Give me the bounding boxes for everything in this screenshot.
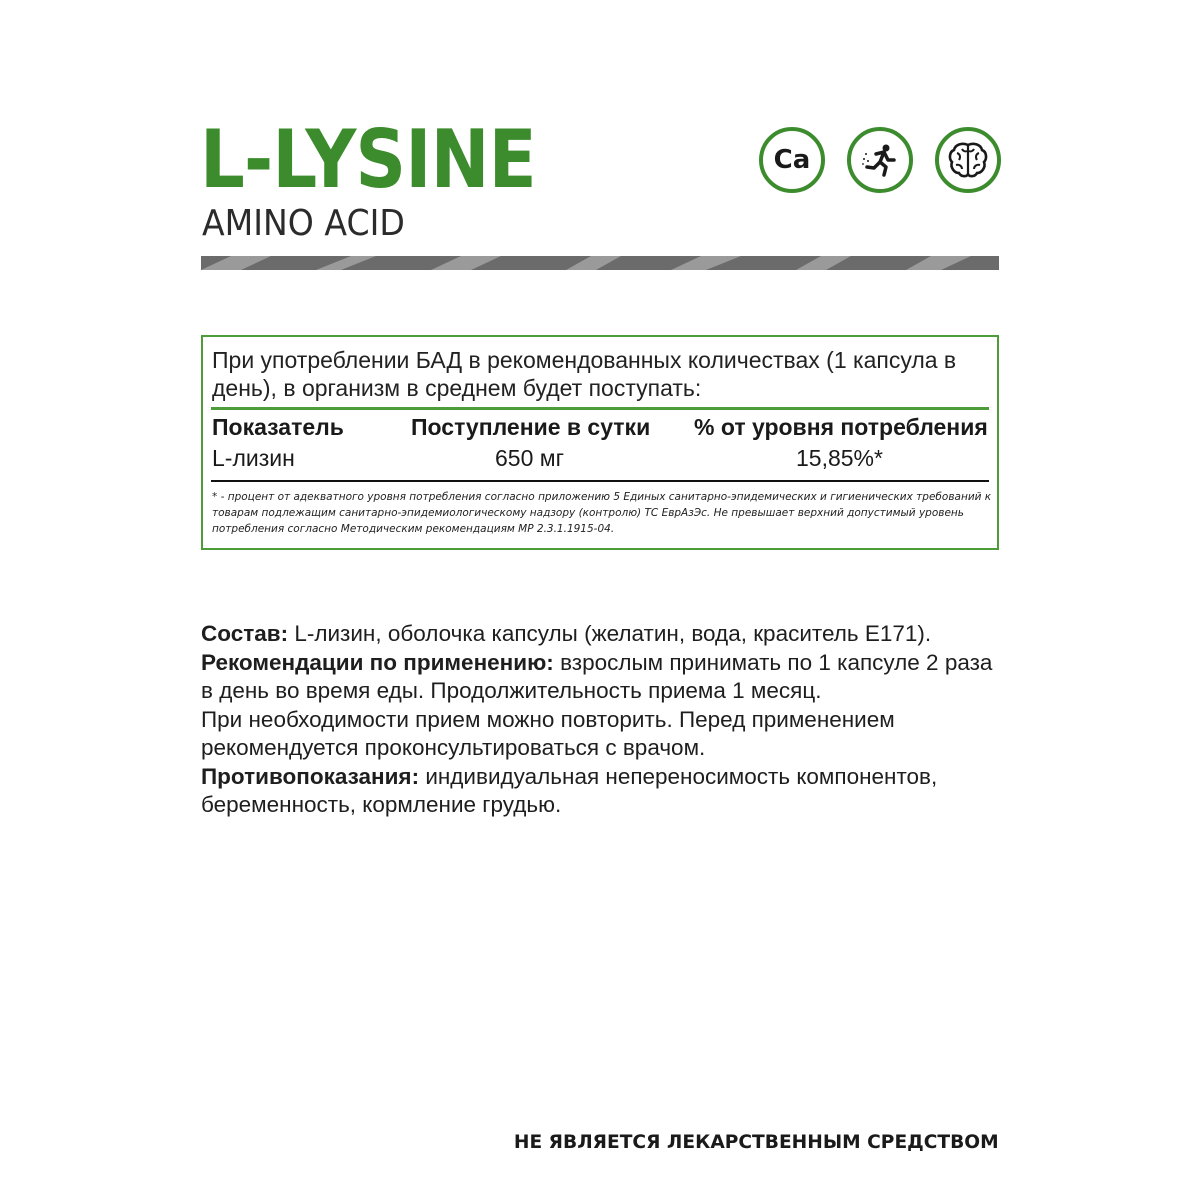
feature-icons bbox=[759, 127, 1001, 193]
panel-intro: При употреблении БАД в рекомендованных количествах (1 капсула в день), в организм в среднем будет поступать: bbox=[212, 347, 957, 401]
table-bottom-rule bbox=[211, 480, 989, 482]
running-man-icon bbox=[847, 127, 913, 193]
decorative-stripe bbox=[201, 256, 999, 270]
product-description bbox=[201, 620, 1001, 820]
nutrition-panel bbox=[201, 335, 999, 550]
column-header-indicator: Показатель bbox=[212, 414, 344, 440]
footnote: * - процент от адекватного уровня потребления согласно приложению 5 Единых санитарно-эпидемических и гигиенических требований к товарам подлежащим санитарно-эпидемиологическому надзору (контролю) ТС ЕврАзЭс. Не превышает верхний допустимый уровень потребления согласно Методическим рекомендациям МР 2.3.1.1915-04. bbox=[212, 491, 992, 535]
usage-label: Рекомендации по применению: bbox=[201, 649, 554, 675]
table-top-rule bbox=[211, 407, 989, 410]
product-title: L-LYSINE bbox=[200, 113, 536, 206]
row-percent: 15,85%* bbox=[796, 445, 883, 471]
not-a-medicine-note: НЕ ЯВЛЯЕТСЯ ЛЕКАРСТВЕННЫМ СРЕДСТВОМ bbox=[514, 1131, 999, 1153]
composition-label: Состав: bbox=[201, 621, 289, 646]
calcium-icon-label: Ca bbox=[773, 145, 811, 175]
brain-icon bbox=[935, 127, 1001, 193]
row-indicator: L-лизин bbox=[212, 445, 295, 471]
calcium-icon bbox=[759, 127, 825, 193]
column-header-daily-intake: Поступление в сутки bbox=[411, 414, 651, 440]
contraindications-label: Противопоказания: bbox=[201, 763, 420, 789]
contraindications-paragraph bbox=[201, 763, 1001, 820]
contraindications-text: индивидуальная непереносимость компонентов, беременность, кормление грудью. bbox=[201, 763, 938, 817]
usage-text: взрослым принимать по 1 капсуле 2 раза в день во время еды. Продолжительность приема 1 месяц. bbox=[201, 649, 993, 703]
product-subtitle: AMINO ACID bbox=[202, 203, 405, 244]
composition-paragraph bbox=[201, 620, 1001, 649]
composition-text: L-лизин, оболочка капсулы (желатин, вода, краситель Е171). bbox=[288, 621, 932, 646]
usage-paragraph-2: При необходимости прием можно повторить. Перед применением рекомендуется проконсультироваться с врачом. bbox=[201, 706, 895, 760]
column-header-percent: % от уровня потребления bbox=[694, 414, 988, 440]
usage-paragraph bbox=[201, 649, 1001, 706]
row-daily-intake: 650 мг bbox=[495, 445, 564, 471]
